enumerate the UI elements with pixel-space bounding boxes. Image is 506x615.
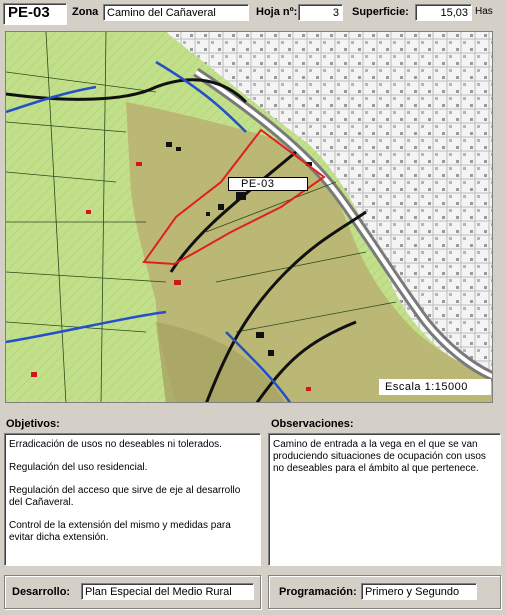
map-graphic [6, 32, 493, 403]
desarrollo-field: Plan Especial del Medio Rural [81, 583, 254, 600]
objetivos-item: Control de la extensión del mismo y medidas para evitar dicha extensión. [9, 520, 231, 543]
objetivos-title: Objetivos: [6, 418, 60, 430]
zona-label: Zona [72, 6, 99, 18]
hoja-label: Hoja nº: [256, 6, 298, 18]
superficie-label: Superficie: [352, 6, 409, 18]
zona-field: Camino del Cañaveral [103, 4, 249, 21]
objetivos-item: Regulación del uso residencial. [9, 462, 148, 473]
programacion-field: Primero y Segundo [361, 583, 477, 600]
objetivos-item: Regulación del acceso que sirve de eje al desarrollo del Cañaveral. [9, 485, 241, 508]
map-scale: Escala 1:15000 [379, 379, 491, 395]
programacion-label: Programación: [279, 586, 357, 598]
objetivos-item: Erradicación de usos no deseables ni tolerados. [9, 439, 222, 450]
superficie-field: 15,03 [415, 4, 472, 21]
hoja-field: 3 [298, 4, 343, 21]
plan-code-field: PE-03 [3, 3, 67, 25]
unit-label: Has [475, 6, 493, 17]
objetivos-panel [4, 433, 261, 566]
observaciones-text: Camino de entrada a la vega en el que se van produciendo situaciones de ocupación con usos no deseables para el ámbito al que pertenece. [273, 439, 486, 474]
observaciones-panel [268, 433, 501, 566]
plot-label: PE-03 [228, 177, 308, 191]
location-map [5, 31, 493, 403]
desarrollo-label: Desarrollo: [12, 586, 71, 598]
observaciones-title: Observaciones: [271, 418, 354, 430]
